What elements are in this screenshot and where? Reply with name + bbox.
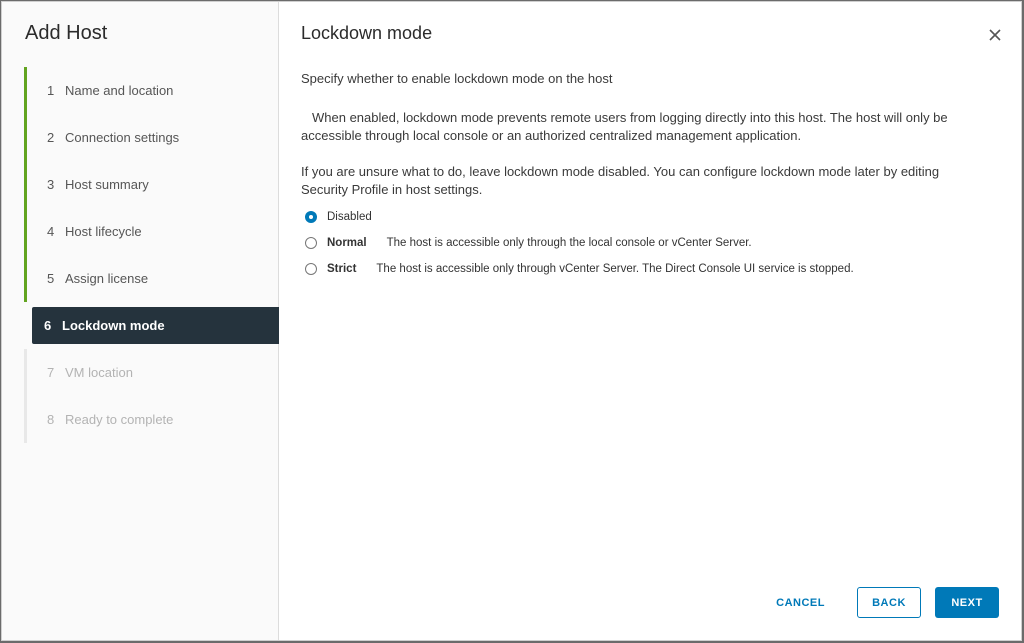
step-vm-location: [24, 349, 279, 396]
step-lockdown-mode[interactable]: [32, 307, 279, 344]
step-label: Host summary: [65, 177, 149, 192]
step-label: Connection settings: [65, 130, 180, 145]
wizard-footer: [766, 587, 999, 618]
step-number: 4: [47, 224, 55, 239]
step-label: Lockdown mode: [62, 318, 165, 333]
page-title: Lockdown mode: [301, 23, 433, 43]
step-label: VM location: [65, 365, 133, 380]
wizard-content: [279, 2, 1021, 640]
wizard-sidebar: [2, 2, 279, 640]
step-number: 7: [47, 365, 55, 380]
step-number: 8: [47, 412, 55, 427]
hint-text: If you are unsure what to do, leave lockdown mode disabled. You can configure lockdown mode later by editing Security Profile in host settings.: [301, 164, 940, 197]
add-host-dialog: [1, 1, 1022, 641]
radio-normal[interactable]: [305, 237, 317, 249]
step-number: 2: [47, 130, 55, 145]
step-label: Assign license: [65, 271, 149, 286]
step-number: 5: [47, 271, 55, 286]
back-button[interactable]: BACK: [857, 587, 921, 618]
option-label: Normal: [327, 237, 367, 249]
step-number: 3: [47, 177, 55, 192]
intro-text: Specify whether to enable lockdown mode on the host: [301, 71, 613, 86]
description-text: When enabled, lockdown mode prevents remote users from logging directly into this host. The host will only be accessible through local console or an authorized centralized management application.: [301, 110, 948, 143]
radio-disabled[interactable]: [305, 211, 317, 223]
cancel-button[interactable]: CANCEL: [776, 596, 825, 609]
step-number: 6: [44, 318, 52, 333]
wizard-steps: [24, 67, 279, 443]
next-button[interactable]: NEXT: [935, 587, 999, 618]
wizard-title: Add Host: [25, 22, 108, 44]
option-description: The host is accessible only through vCenter Server. The Direct Console UI service is stopped.: [376, 263, 854, 275]
step-assign-license[interactable]: [24, 255, 279, 302]
lockdown-mode-options: [305, 204, 854, 282]
step-host-lifecycle[interactable]: [24, 208, 279, 255]
step-label: Name and location: [65, 83, 174, 98]
step-name-and-location[interactable]: [24, 67, 279, 114]
step-ready-to-complete: [24, 396, 279, 443]
close-icon[interactable]: [987, 27, 1003, 43]
option-label: Strict: [327, 263, 357, 275]
step-label: Host lifecycle: [65, 224, 142, 239]
step-number: 1: [47, 83, 55, 98]
option-normal[interactable]: [305, 230, 854, 256]
step-connection-settings[interactable]: [24, 114, 279, 161]
option-label: Disabled: [327, 211, 372, 223]
option-disabled[interactable]: [305, 204, 854, 230]
radio-strict[interactable]: [305, 263, 317, 275]
option-description: The host is accessible only through the local console or vCenter Server.: [386, 237, 752, 249]
step-host-summary[interactable]: [24, 161, 279, 208]
option-strict[interactable]: [305, 256, 854, 282]
step-label: Ready to complete: [65, 412, 174, 427]
